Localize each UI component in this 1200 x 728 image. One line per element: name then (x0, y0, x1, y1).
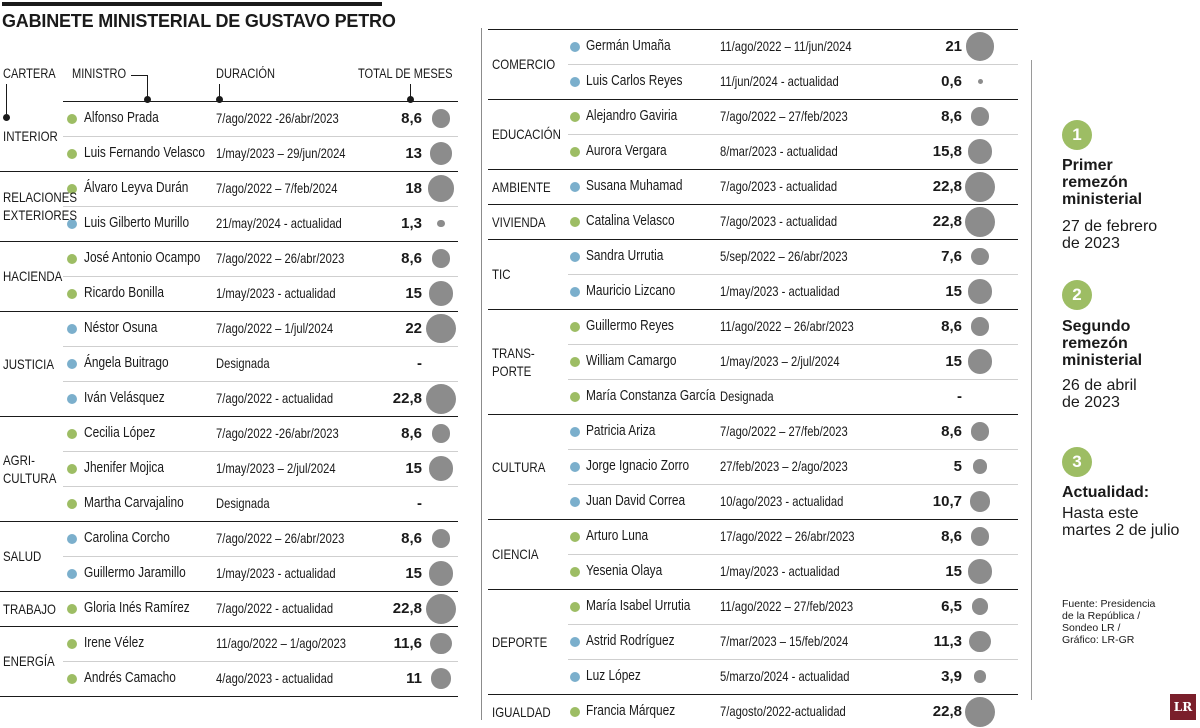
cartera-label-line: TRABAJO (3, 600, 56, 617)
minister-dot (570, 672, 580, 682)
cartera-label-line: CIENCIA (492, 546, 539, 562)
minister-duration: 8/mar/2023 - actualidad (720, 143, 838, 159)
minister-dot (67, 639, 77, 649)
minister-name: Catalina Velasco (586, 213, 675, 229)
minister-name: Luis Carlos Reyes (586, 73, 683, 89)
sidebar-divider (1031, 60, 1032, 700)
months-bubble (965, 697, 995, 727)
cartera-label-line: TIC (492, 266, 511, 282)
minister-months: 3,9 (941, 668, 962, 685)
minister-duration: 7/ago/2022 – 1/jul/2024 (216, 320, 334, 336)
title-rule (2, 2, 382, 6)
header-ministro-connector (131, 75, 147, 76)
minister-name: Ángela Buitrago (84, 355, 169, 371)
minister-name: Jhenifer Mojica (84, 460, 164, 476)
cartera-label (492, 545, 539, 563)
minister-name: Iván Velásquez (84, 390, 165, 406)
minister-name: Susana Muhamad (586, 178, 683, 194)
cartera-label-line: COMERCIO (492, 56, 556, 72)
minister-name: Irene Vélez (84, 635, 145, 651)
minister-name: Álvaro Leyva Durán (84, 180, 189, 196)
cartera-label (492, 265, 511, 283)
minister-months: 8,6 (401, 425, 422, 442)
minister-months: 22,8 (392, 600, 422, 617)
minister-name: Jorge Ignacio Zorro (586, 458, 690, 474)
cartera-label-line: EDUCACIÓN (492, 126, 561, 142)
minister-duration: 1/may/2023 - actualidad (720, 563, 840, 579)
minister-duration: 1/may/2023 - actualidad (720, 283, 840, 299)
cartera-label (3, 188, 77, 224)
cartera-label-line: RELACIONES (3, 189, 78, 205)
minister-name: Ricardo Bonilla (84, 285, 164, 301)
minister-dot (67, 674, 77, 684)
minister-name: Francia Márquez (586, 703, 676, 719)
months-bubble (426, 594, 456, 624)
minister-name: Patricia Ariza (586, 423, 656, 439)
cartera-label (3, 547, 41, 565)
minister-dot (67, 604, 77, 614)
header-duracion: DURACIÓN (216, 66, 276, 81)
minister-dot (570, 462, 580, 472)
minister-dot (67, 289, 77, 299)
minister-months: 11,3 (933, 633, 962, 650)
minister-months: 8,6 (401, 530, 422, 547)
minister-dot (570, 112, 580, 122)
minister-duration: 7/ago/2022 – 26/abr/2023 (216, 250, 345, 266)
minister-duration: 7/agosto/2022-actualidad (720, 703, 846, 719)
step-1-title: Primer remezón ministerial (1062, 157, 1143, 208)
cartera-label-line: HACIENDA (3, 268, 63, 284)
months-bubble (973, 459, 987, 473)
cartera-label-line: DEPORTE (492, 633, 548, 650)
cartera-label-line: CULTURA (492, 458, 546, 475)
minister-months: 15,8 (932, 143, 962, 160)
minister-dot (67, 534, 77, 544)
minister-dot (67, 149, 77, 159)
minister-duration: 1/may/2023 – 29/jun/2024 (216, 145, 346, 161)
minister-months: - (957, 388, 962, 405)
minister-dot (67, 394, 77, 404)
minister-months: 8,6 (401, 110, 422, 127)
minister-name: Alejandro Gaviria (586, 108, 678, 124)
minister-months: 15 (405, 565, 422, 582)
minister-dot (570, 147, 580, 157)
step-2-title: Segundo remezón ministerial (1062, 318, 1143, 369)
minister-months: 15 (945, 563, 962, 580)
months-bubble (430, 142, 453, 165)
minister-duration: 11/ago/2022 – 11/jun/2024 (720, 38, 852, 54)
cartera-label-line: TRANS- (492, 344, 535, 361)
months-bubble (432, 109, 450, 127)
column-divider (481, 28, 482, 720)
minister-duration: 7/ago/2022 -26/abr/2023 (216, 425, 339, 441)
minister-dot (67, 254, 77, 264)
minister-months: 8,6 (401, 250, 422, 267)
minister-name: Mauricio Lizcano (586, 283, 676, 299)
minister-name: Andrés Camacho (84, 670, 176, 686)
lr-logo: LR (1170, 694, 1196, 720)
months-bubble (971, 107, 989, 125)
cartera-label (3, 355, 54, 373)
cartera-label (3, 127, 58, 145)
months-bubble (974, 670, 986, 682)
header-total: TOTAL DE MESES (358, 66, 453, 81)
cartera-label (3, 600, 56, 618)
minister-months: 11 (406, 670, 422, 687)
minister-dot (67, 499, 77, 509)
minister-duration: 21/may/2024 - actualidad (216, 215, 342, 231)
minister-months: 8,6 (941, 423, 962, 440)
minister-duration: 7/ago/2022 – 27/feb/2023 (720, 423, 848, 439)
months-bubble (432, 424, 450, 442)
minister-name: Juan David Correa (586, 493, 686, 509)
minister-months: 22,8 (392, 390, 422, 407)
minister-name: Luis Gilberto Murillo (84, 215, 190, 231)
minister-dot (67, 429, 77, 439)
months-bubble (965, 207, 995, 237)
minister-months: 5 (953, 458, 962, 475)
minister-dot (570, 322, 580, 332)
minister-dot (570, 287, 580, 297)
minister-name: María Constanza García (586, 388, 716, 404)
minister-dot (570, 532, 580, 542)
minister-duration: 17/ago/2022 – 26/abr/2023 (720, 528, 855, 544)
cartera-label (492, 703, 551, 721)
minister-months: 22,8 (932, 703, 962, 720)
minister-months: - (417, 495, 422, 512)
minister-duration: 5/marzo/2024 - actualidad (720, 668, 850, 684)
minister-name: María Isabel Urrutia (586, 598, 691, 614)
minister-name: Martha Carvajalino (84, 495, 184, 511)
minister-dot (570, 77, 580, 87)
months-bubble (429, 456, 453, 480)
minister-name: Astrid Rodríguez (586, 633, 675, 649)
minister-dot (67, 359, 77, 369)
minister-dot (570, 567, 580, 577)
minister-duration: 10/ago/2023 - actualidad (720, 493, 844, 509)
header-cartera: CARTERA (3, 66, 56, 81)
minister-months: 13 (405, 145, 422, 162)
minister-name: Sandra Urrutia (586, 248, 664, 264)
minister-name: Luis Fernando Velasco (84, 145, 205, 161)
minister-duration: 7/ago/2022 - actualidad (216, 600, 334, 616)
months-bubble (429, 281, 453, 305)
cartera-label-line: ENERGÍA (3, 653, 55, 669)
minister-months: 11,6 (393, 635, 422, 652)
months-bubble (429, 561, 453, 585)
cartera-label-line: VIVIENDA (492, 213, 546, 230)
minister-name: Aurora Vergara (586, 143, 667, 159)
step-2-badge: 2 (1062, 280, 1092, 310)
minister-dot (570, 602, 580, 612)
minister-months: 8,6 (941, 108, 962, 125)
minister-duration: 11/ago/2022 – 1/ago/2023 (216, 635, 346, 651)
cartera-label (492, 125, 561, 143)
months-bubble (426, 314, 455, 343)
minister-name: Luz López (586, 668, 641, 684)
step-3-date: Hasta este martes 2 de julio (1062, 505, 1180, 539)
minister-dot (570, 217, 580, 227)
minister-name: Guillermo Reyes (586, 318, 674, 334)
months-bubble (968, 139, 993, 164)
minister-months: - (417, 355, 422, 372)
minister-name: William Camargo (586, 353, 677, 369)
months-bubble (431, 668, 452, 689)
minister-name: Germán Umaña (586, 38, 671, 54)
group-divider (0, 696, 458, 697)
minister-dot (570, 707, 580, 717)
step-2-date: 26 de abril de 2023 (1062, 377, 1137, 411)
minister-name: Cecilia López (84, 425, 156, 441)
minister-dot (570, 497, 580, 507)
minister-duration: 11/ago/2022 – 27/feb/2023 (720, 598, 854, 614)
minister-duration: Designada (216, 355, 270, 371)
minister-duration: 7/ago/2022 – 7/feb/2024 (216, 180, 338, 196)
minister-dot (570, 357, 580, 367)
minister-months: 8,6 (941, 528, 962, 545)
cartera-label (492, 344, 535, 380)
cartera-label-line: IGUALDAD (492, 703, 551, 720)
months-bubble (971, 422, 989, 440)
cartera-label-line: AMBIENTE (492, 178, 551, 195)
minister-dot (570, 427, 580, 437)
header-cartera-marker (3, 114, 10, 121)
minister-dot (570, 42, 580, 52)
months-bubble (437, 220, 444, 227)
minister-months: 15 (405, 460, 422, 477)
step-1-date: 27 de febrero de 2023 (1062, 218, 1158, 252)
minister-name: Guillermo Jaramillo (84, 565, 186, 581)
header-cartera-connector (6, 84, 7, 114)
minister-dot (67, 114, 77, 124)
step-1-badge: 1 (1062, 120, 1092, 150)
cartera-label-line: SALUD (3, 548, 42, 564)
minister-name: Arturo Luna (586, 528, 649, 544)
months-bubble (968, 349, 992, 373)
months-bubble (970, 491, 991, 512)
minister-duration: 7/ago/2023 - actualidad (720, 213, 838, 229)
months-bubble (968, 279, 992, 303)
minister-months: 15 (945, 353, 962, 370)
minister-duration: 7/mar/2023 – 15/feb/2024 (720, 633, 849, 649)
minister-months: 22,8 (932, 178, 962, 195)
minister-name: Carolina Corcho (84, 530, 170, 546)
cartera-label (3, 652, 55, 670)
minister-name: Néstor Osuna (84, 320, 158, 336)
minister-months: 7,6 (941, 248, 962, 265)
cartera-label (492, 213, 546, 231)
minister-duration: 7/ago/2022 -26/abr/2023 (216, 110, 339, 126)
minister-name: Yesenia Olaya (586, 563, 663, 579)
months-bubble (971, 527, 989, 545)
minister-duration: 1/may/2023 - actualidad (216, 565, 336, 581)
cartera-label (492, 178, 551, 196)
minister-duration: Designada (720, 388, 774, 404)
source-note: Fuente: Presidencia de la República / Sondeo LR / Gráfico: LR-GR (1062, 598, 1156, 646)
minister-duration: 7/ago/2022 – 27/feb/2023 (720, 108, 848, 124)
minister-months: 8,6 (941, 318, 962, 335)
minister-duration: 7/ago/2023 - actualidad (720, 178, 838, 194)
months-bubble (965, 172, 995, 202)
months-bubble (971, 317, 989, 335)
minister-dot (67, 464, 77, 474)
months-bubble (432, 249, 450, 267)
minister-name: Alfonso Prada (84, 110, 159, 126)
minister-dot (570, 252, 580, 262)
minister-duration: 7/ago/2022 – 26/abr/2023 (216, 530, 345, 546)
months-bubble (972, 598, 988, 614)
minister-months: 15 (405, 285, 422, 302)
minister-dot (67, 569, 77, 579)
cartera-label-line: INTERIOR (3, 128, 58, 144)
minister-duration: 4/ago/2023 - actualidad (216, 670, 334, 686)
months-bubble (426, 384, 456, 414)
cartera-label-line: AGRI- (3, 451, 35, 468)
minister-months: 15 (945, 283, 962, 300)
minister-months: 18 (405, 180, 422, 197)
months-bubble (971, 248, 988, 265)
minister-months: 0,6 (941, 73, 962, 90)
minister-duration: Designada (216, 495, 270, 511)
step-3-badge: 3 (1062, 447, 1092, 477)
months-bubble (969, 631, 990, 652)
cartera-label-line: EXTERIORES (3, 207, 78, 223)
minister-months: 1,3 (401, 215, 422, 232)
header-ministro: MINISTRO (72, 66, 127, 81)
minister-name: Gloria Inés Ramírez (84, 600, 190, 616)
minister-duration: 1/may/2023 – 2/jul/2024 (720, 353, 840, 369)
step-3-title: Actualidad: (1062, 484, 1150, 501)
minister-months: 22 (405, 320, 422, 337)
months-bubble (428, 175, 455, 202)
minister-duration: 7/ago/2022 - actualidad (216, 390, 334, 406)
minister-duration: 1/may/2023 – 2/jul/2024 (216, 460, 336, 476)
months-bubble (978, 79, 983, 84)
cartera-label-line: CULTURA (3, 469, 57, 486)
page-title: GABINETE MINISTERIAL DE GUSTAVO PETRO (2, 11, 396, 31)
minister-months: 10,7 (932, 493, 962, 510)
minister-duration: 27/feb/2023 – 2/ago/2023 (720, 458, 848, 474)
minister-duration: 11/jun/2024 - actualidad (720, 73, 839, 89)
cartera-label-line: JUSTICIA (3, 355, 55, 372)
cartera-label (492, 633, 547, 651)
cartera-label-line: PORTE (492, 362, 532, 379)
minister-duration: 11/ago/2022 – 26/abr/2023 (720, 318, 854, 334)
minister-dot (570, 392, 580, 402)
minister-dot (570, 182, 580, 192)
minister-months: 22,8 (932, 213, 962, 230)
months-bubble (966, 32, 995, 61)
minister-dot (67, 324, 77, 334)
minister-dot (570, 637, 580, 647)
months-bubble (430, 633, 451, 654)
minister-months: 6,5 (941, 598, 962, 615)
cartera-label (492, 55, 555, 73)
minister-duration: 5/sep/2022 – 26/abr/2023 (720, 248, 848, 264)
minister-name: José Antonio Ocampo (84, 250, 201, 266)
cartera-label (3, 267, 62, 285)
minister-duration: 1/may/2023 - actualidad (216, 285, 336, 301)
months-bubble (432, 529, 450, 547)
cartera-label (3, 451, 56, 487)
months-bubble (968, 559, 992, 583)
cartera-label (492, 458, 545, 476)
minister-months: 21 (945, 38, 962, 55)
